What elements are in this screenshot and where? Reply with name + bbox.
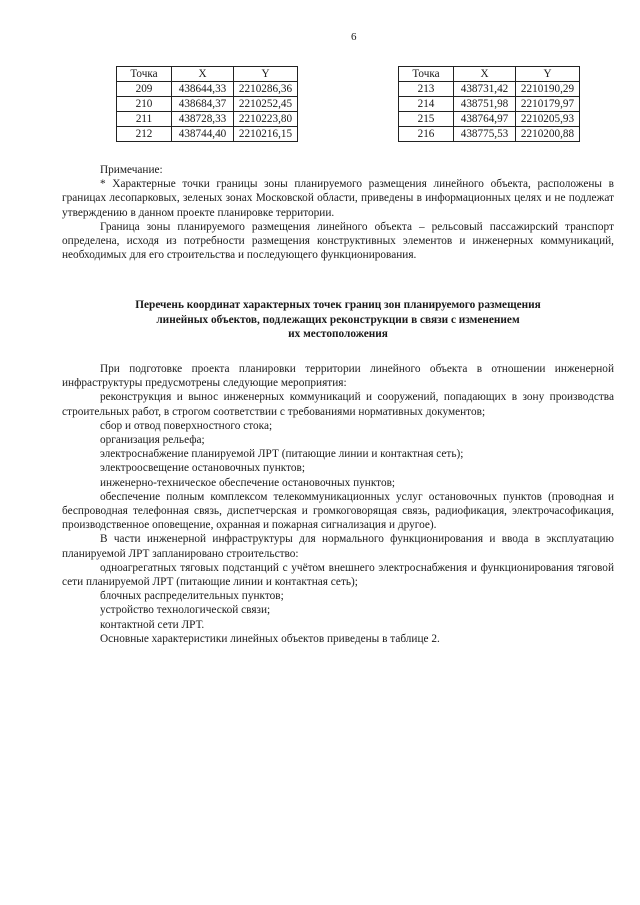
cell-x: 438744,40 bbox=[172, 127, 234, 142]
cell-y: 2210216,15 bbox=[234, 127, 298, 142]
coordinates-table-right bbox=[398, 66, 580, 142]
cell-x: 438751,98 bbox=[454, 97, 516, 112]
list-item: инженерно-техническое обеспечение остановочных пунктов; bbox=[100, 476, 396, 489]
construction-intro: В части инженерной инфраструктуры для нормального функционирования и ввода в эксплуатацию планируемой ЛРТ запланировано строительство: bbox=[62, 533, 614, 560]
section-heading bbox=[62, 298, 614, 342]
table-row bbox=[117, 127, 298, 142]
table-row bbox=[399, 97, 580, 112]
cell-y: 2210200,88 bbox=[516, 127, 580, 142]
table-row bbox=[399, 127, 580, 142]
heading-line-3: их местоположения bbox=[288, 328, 388, 340]
table-header-row bbox=[117, 67, 298, 82]
column-header-y: Y bbox=[234, 67, 298, 82]
list-item: сбор и отвод поверхностного стока; bbox=[100, 419, 273, 432]
list-item: блочных распределительных пунктов; bbox=[100, 590, 284, 603]
coordinates-table-left bbox=[116, 66, 298, 142]
cell-x: 438684,37 bbox=[172, 97, 234, 112]
list-item: организация рельефа; bbox=[100, 434, 205, 447]
cell-y: 2210252,45 bbox=[234, 97, 298, 112]
column-header-point: Точка bbox=[399, 67, 454, 82]
intro-paragraph: При подготовке проекта планировки территории линейного объекта в отношении инженерной инфраструктуры предусмотрены следующие мероприятия: bbox=[62, 363, 614, 390]
cell-x: 438644,33 bbox=[172, 82, 234, 97]
list-item: одноагрегатных тяговых подстанций с учётом внешнего электроснабжения и функционирования тяговой сети планируемой ЛРТ (питающие линии и контактная сеть); bbox=[62, 561, 614, 589]
cell-point: 216 bbox=[399, 127, 454, 142]
cell-y: 2210205,93 bbox=[516, 112, 580, 127]
note-label: Примечание: bbox=[100, 164, 163, 176]
cell-point: 214 bbox=[399, 97, 454, 112]
cell-point: 215 bbox=[399, 112, 454, 127]
note-text: * Характерные точки границы зоны планируемого размещения линейного объекта, расположены в границах лесопарковых, зеленых зонах Московской области, приведены в информационных целях и не подлежат утверждению в данном проекте планировке территории. bbox=[62, 178, 614, 219]
column-header-x: X bbox=[454, 67, 516, 82]
cell-y: 2210223,80 bbox=[234, 112, 298, 127]
table-row bbox=[117, 97, 298, 112]
cell-x: 438775,53 bbox=[454, 127, 516, 142]
table-row bbox=[399, 112, 580, 127]
cell-x: 438728,33 bbox=[172, 112, 234, 127]
cell-y: 2210179,97 bbox=[516, 97, 580, 112]
list-item: устройство технологической связи; bbox=[100, 604, 271, 617]
note-section bbox=[62, 163, 614, 262]
heading-line-1: Перечень координат характерных точек границ зон планируемого размещения bbox=[135, 299, 541, 311]
cell-point: 211 bbox=[117, 112, 172, 127]
table-header-row bbox=[399, 67, 580, 82]
list-item: электроснабжение планируемой ЛРТ (питающие линии и контактная сеть); bbox=[100, 448, 464, 461]
list-item: контактной сети ЛРТ. bbox=[100, 618, 205, 631]
border-paragraph: Граница зоны планируемого размещения линейного объекта – рельсовый пассажирский транспорт определена, исходя из потребности размещения конструктивных элементов и инженерных коммуникаций, необходимых для его строительства и последующего функционирования. bbox=[62, 220, 614, 262]
cell-y: 2210286,36 bbox=[234, 82, 298, 97]
column-header-x: X bbox=[172, 67, 234, 82]
cell-point: 209 bbox=[117, 82, 172, 97]
table-row bbox=[399, 82, 580, 97]
list-item: реконструкция и вынос инженерных коммуникаций и сооружений, попадающих в зону производства строительных работ, в строгом соответствии с требованиями нормативных документов; bbox=[62, 391, 614, 418]
column-header-point: Точка bbox=[117, 67, 172, 82]
cell-y: 2210190,29 bbox=[516, 82, 580, 97]
heading-line-2: линейных объектов, подлежащих реконструкции в связи с изменением bbox=[156, 313, 520, 326]
cell-x: 438764,97 bbox=[454, 112, 516, 127]
body-section bbox=[62, 362, 614, 646]
list-item: обеспечение полным комплексом телекоммуникационных услуг остановочных пунктов (проводная и беспроводная телефонная связь, диспетчерская и громкоговорящая связь, радиофикация, электрочасофикация, производственное оповещение, охранная и пожарная сигнализация и другое). bbox=[62, 490, 614, 532]
table-row bbox=[117, 112, 298, 127]
table-row bbox=[117, 82, 298, 97]
closing-paragraph: Основные характеристики линейных объектов приведены в таблице 2. bbox=[100, 632, 440, 645]
cell-point: 213 bbox=[399, 82, 454, 97]
cell-point: 212 bbox=[117, 127, 172, 142]
cell-point: 210 bbox=[117, 97, 172, 112]
cell-x: 438731,42 bbox=[454, 82, 516, 97]
list-item: электроосвещение остановочных пунктов; bbox=[100, 462, 305, 475]
column-header-y: Y bbox=[516, 67, 580, 82]
